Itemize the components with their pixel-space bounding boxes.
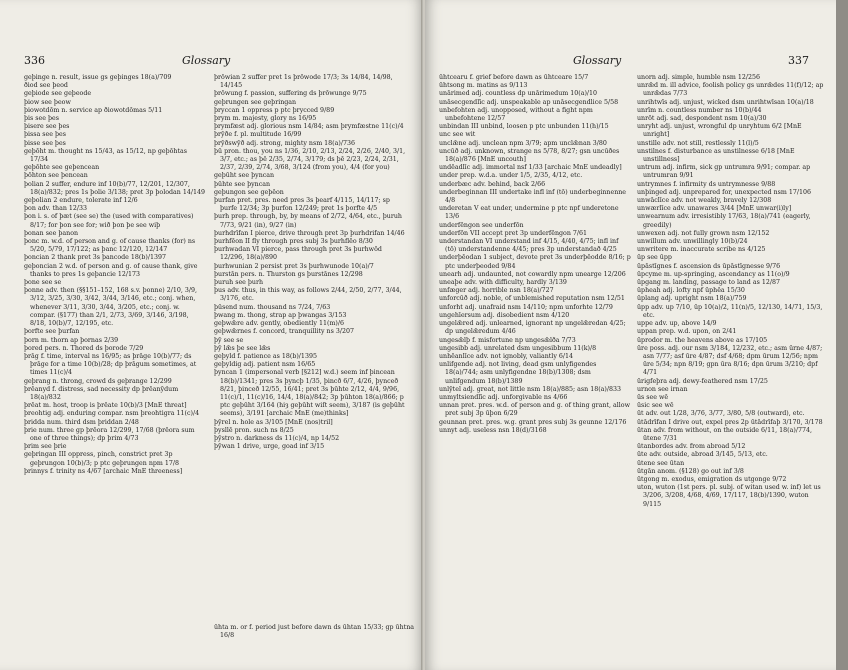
glossary-entry: unnyt adj. useless nsn 18(d)/3168 — [439, 426, 547, 434]
glossary-entry: geþinge n. result, issue gs geþinges 18(a)/709 — [24, 74, 172, 81]
glossary-entry: untrum adj. infirm, sick gp untrumra 9/91; compar. ap untrumran 9/91 — [637, 164, 811, 180]
glossary-entry: þisse see þes — [24, 139, 66, 147]
glossary-entry: unrīm n. countless number ns 10(b)/44 — [637, 106, 762, 114]
glossary-entry: unstille adv. not still, restlessly 11(l)/5 — [637, 139, 759, 147]
glossary-entry: ūtādrīfan I drive out, expel pres 2p ūtādrīfaþ 3/170, 3/178 — [637, 418, 823, 426]
glossary-entry: ūpheah adj. lofty npf ūphēa 15/30 — [637, 287, 745, 295]
glossary-entry: þurhfēon II fly through pres subj 3s þurhflēo 8/30 — [214, 238, 373, 246]
glossary-column — [637, 74, 827, 509]
glossary-entry: geþungon see geþēon — [214, 188, 284, 196]
glossary-entry: unforht adj. unafraid nsm 14/110; npm unforhte 12/79 — [439, 303, 613, 311]
glossary-entry: ūtgān anom. (§128) go out inf 3/8 — [637, 467, 744, 475]
glossary-entry: geþyldig adj. patient nsm 16/65 — [214, 361, 316, 369]
glossary-entry: unrihtwīs adj. unjust, wicked dsm unrihtwīsan 10(a)/18 — [637, 98, 814, 106]
glossary-entry: þis see þes — [24, 115, 59, 123]
glossary-entry: ūre poss. adj. our nsm 3/184, 12/232, etc.; asm ūrne 4/87; asn 7/77; asf ūre 4/87; dsf 4/68; dpm ūrum 12/56; npm ūre 5/34; npn 8/19; gpn ūra 8/16; dpn ūrum 3/210; dpf 4/71 — [637, 344, 823, 377]
glossary-entry: ūtgong m. exodus, emigration ds utgonge 9/72 — [637, 475, 787, 483]
glossary-entry: þysllē pron. such ns 8/25 — [214, 426, 294, 434]
glossary-entry: geþiode see geþeode — [24, 90, 92, 98]
glossary-entry: uppe adv. up, above 14/9 — [637, 320, 717, 328]
glossary-entry: ūt adv. out 1/28, 3/76, 3/77, 3/80, 5/8 (outward), etc. — [637, 410, 805, 418]
glossary-entry: uneaþe adv. with difficulty, hardly 3/139 — [439, 279, 567, 287]
glossary-entry: þurhdrīfan I pierce, drive through pret 3p þurhdrifan 14/46 — [214, 229, 405, 237]
glossary-entry: þrāg f. time, interval ns 16/95; as þrāge 10(b)/77; ds þrāge for a time 10(b)/28; dp þrāgum sometimes, at times 11(c)/4 — [24, 352, 197, 377]
glossary-entry: ūtan adv. from without, on the outside 6/11, 18(a)/774, ūtene 7/31 — [637, 426, 812, 442]
glossary-entry: unþinged adj. unprepared for, unexpected nsm 17/106 — [637, 188, 811, 196]
glossary-entry: þyncan 1 (impersonal verb [§212] w.d.) seem inf þincean 18(b)/1341; pres 3s þyncþ 1/35, þincð 6/7, 4/26, þynceð 8/21, þinceð 12/55, 16/41; pret 3s þūhte 2/12, 4/4, 9/96, 11(c)/1, 11(c)/16, 14/4, 18(a)/842; 3p þūhton 18(a)/866; p ptc geþūht 3/164 (hiȝ geþūht wiſt seem), 3/187 (is geþūht seems), 3/191 [archaic MnE (me)thinks] — [214, 369, 405, 418]
glossary-entry: þrēanyd f. distress, sad necessity dp þrēanȳdum 18(a)/832 — [24, 385, 179, 401]
glossary-entry: þrōwung f. passion, suffering ds þrōwunge 9/75 — [214, 90, 367, 98]
glossary-entry: underfōn VII accept pret 3p underfēngon 7/61 — [439, 229, 588, 237]
glossary-entry: þonne adv. then (§§151–152, 168 s.v. þonne) 2/10, 3/9, 3/12, 3/25, 3/30, 3/42, 3/44, 3/146, etc.; conj. when, whenever 3/11, 3/30, 3/44, 3/205, etc.; conj. w. compar. (§177) than 2/1, 2/73, 3/69, 3/146, 3/198, 8/18, 10(b)/7, 12/195, etc. — [24, 287, 198, 328]
glossary-column — [24, 74, 206, 476]
glossary-entry: þrymfæst adj. glorious nsm 14/84; asm þrymfæstne 11(c)/4 — [214, 123, 404, 131]
glossary-entry: þurfan pret. pres. need pres 3s þearf 4/115, 14/117; sp þurfe 12/34; 3p þurfon 12/249; pret 1s þorfte 4/5 — [214, 197, 390, 213]
glossary-entry: ūtene see ūtan — [637, 459, 685, 467]
glossary-entry: þreohtig adj. enduring compar. nsm þreohtigra 11(c)/4 — [24, 410, 200, 418]
glossary-entry: underfēngon see underfōn — [439, 221, 524, 229]
running-head: Glossary — [573, 54, 622, 67]
glossary-entry: þrim see þrie — [24, 443, 67, 451]
glossary-entry: þolian 2 suffer, endure inf 10(b)/77, 12/201, 12/307, 18(a)/832; pres 1s þolie 3/138; pret 3p þolodan 14/149 — [24, 180, 205, 196]
glossary-entry: ūp see ūpp — [637, 254, 672, 262]
glossary-entry: þurhwunian 2 persist pret 3s þurhwunode 10(a)/7 — [214, 262, 374, 270]
glossary-entry: unrǣd m. ill advice, foolish policy gs unrǣdes 11(f)/12; ap unrǣdas 7/73 — [637, 82, 824, 98]
glossary-entry: geþoncian 2 w.d. of person and g. of cause thank, give thanks to pres 1s geþancie 12/173 — [24, 262, 198, 278]
glossary-entry: uton, wuton (1st pers. pl. subj. of witan used w. inf) let us 3/206, 3/208, 4/68, 4/69, 17/117, 18(b)/1390, wuton 9/115 — [637, 484, 821, 508]
glossary-entry: þōhton see þencean — [24, 172, 88, 180]
glossary-entry: þūhte see þyncan — [214, 180, 271, 188]
glossary-entry: þissa see þes — [24, 131, 66, 139]
glossary-entry: þorn m. thorn ap þornas 2/39 — [24, 336, 119, 344]
glossary-entry: unwāclīce adv. not weakly, bravely 12/308 — [637, 197, 772, 205]
glossary-entry: geþōht m. thought ns 15/43, as 15/12, np geþōhtas 17/34 — [24, 147, 188, 164]
glossary-entry: geunnan pret. pres. w.g. grant pres subj 3s geunne 12/176 — [439, 418, 627, 426]
glossary-entry: þwang m. thong, strap ap þwangas 3/153 — [214, 311, 347, 319]
glossary-entry: ūs see wē — [637, 393, 669, 401]
glossary-entry: þūsend num. thousand ns 7/24, 7/63 — [214, 303, 331, 311]
glossary-entry: unlifgende adj. not living, dead gsm unlyfigendes 18(a)/744; asm unlyfigendne 18(b)/1308; dsm unlifgendum 18(b)/1389 — [439, 361, 597, 385]
glossary-entry: ūpp adv. up 7/10, ūp 10(a)/2, 11(n)/5, 12/130, 14/71, 15/3, etc. — [637, 303, 823, 319]
glossary-entry: unārimed adj. countless dp unārimedum 10(a)/10 — [439, 90, 598, 98]
glossary-entry: geþōhte see geþencean — [24, 164, 100, 172]
left-page — [0, 0, 423, 670]
glossary-entry: geþwǣrnes f. concord, tranquillity ns 3/207 — [214, 328, 354, 336]
glossary-entry: þrȳðe f. pl. multitude 16/99 — [214, 131, 302, 139]
glossary-entry: unorn adj. simple, humble nsm 12/256 — [637, 74, 760, 81]
glossary-column — [439, 74, 631, 435]
glossary-entry: þȳ lǣs þe see lǣs — [214, 344, 271, 352]
glossary-entry: geþrang n. throng, crowd ds geþrange 12/299 — [24, 377, 172, 385]
glossary-entry: unwillum adv. unwillingly 10(b)/24 — [637, 238, 748, 246]
glossary-entry: þrēat m. host, troop is þrēate 10(b)/3 [MnE threat] — [24, 402, 187, 410]
glossary-entry: ūpāstīgnes f. ascension ds ūpāstīgnesse 9/76 — [637, 262, 781, 270]
glossary-entry: ungehīersum adj. disobedient nsm 4/120 — [439, 311, 570, 319]
glossary-entry: ðiod see þeod — [24, 82, 68, 90]
glossary-entry: þrōwian 2 suffer pret 1s þrōwode 17/3; 3s 14/84, 14/98, 14/145 — [214, 74, 393, 90]
glossary-entry: þurhwadan VI pierce, pass through pret 3s þurhwōd 12/296, 18(a)/890 — [214, 246, 382, 262]
glossary-entry: þrie num. three gp þrēora 12/299, 17/68 (þrēora sum one of three things); dp þrim 4/73 — [24, 426, 195, 442]
glossary-entry: ūhtsong m. matins as 9/113 — [439, 82, 528, 90]
glossary-entry: geþrungen see geþringan — [214, 98, 297, 106]
glossary-entry: understandan VI understand inf 4/15, 4/40, 4/75; infl inf (tō) understandenne 4/45; pres 3p understandað 4/25 — [439, 238, 619, 254]
running-head: Glossary — [182, 54, 231, 67]
glossary-entry: ūtanbordes adv. from abroad 5/12 — [637, 443, 746, 451]
glossary-entry: underþēodan 1 subject, devote pret 3s underþēodde 8/16; p ptc underþeoded 9/84 — [439, 254, 631, 270]
glossary-entry: unwærlīce adv. unawares 3/44 [MnE unwar(i)ly] — [637, 205, 792, 213]
glossary-entry: unnan pret. pres. w.d. of person and g. of thing grant, allow pret subj 3p ūþon 6/29 — [439, 402, 630, 418]
glossary-entry: unc see wit — [439, 131, 476, 139]
glossary-entry: þisere see þes — [24, 123, 70, 131]
glossary-entry: þon adv. than 12/33 — [24, 205, 88, 213]
glossary-column — [214, 74, 408, 451]
glossary-entry: þȳ see se — [214, 336, 244, 344]
glossary-entry: undēadlīc adj. immortal nsf 1/33 [archaic MnE undeadly] — [439, 164, 622, 172]
glossary-entry: þonc m. w.d. of person and g. of cause thanks (for) ns 5/20, 5/79, 17/122; as þanc 12/120, 12/147 — [24, 238, 196, 254]
glossary-entry: þiowotdōm n. service ap ðiowotdōmas 5/11 — [24, 106, 163, 114]
glossary-entry: unclǣne adj. unclean npm 3/79; apm unclǣnan 3/80 — [439, 139, 607, 147]
glossary-entry: uppan prep. w.d. upon, on 2/41 — [637, 328, 737, 336]
glossary-entry: ūpgang m. landing, passage to land as 12/87 — [637, 279, 780, 287]
glossary-entry: geþwǣre adv. gently, obediently 11(m)/6 — [214, 320, 345, 328]
glossary-entry: unearh adj. undaunted, not cowardly npm unearge 12/206 — [439, 270, 626, 278]
glossary-entry: þridda num. third dsm þriddan 2/48 — [24, 418, 139, 426]
glossary-entry: ūhtcearu f. grief before dawn as ūhtceare 15/7 — [439, 74, 589, 81]
glossary-entry: þurstān pers. n. Thurston gs þurstānes 12/298 — [214, 270, 363, 278]
glossary-entry: ūsic see wē — [637, 402, 674, 410]
glossary-entry: unbefohten adj. unopposed, without a fight npm unbefohtene 12/57 — [439, 106, 593, 123]
glossary-entry: þus adv. thus, in this way, as follows 2/44, 2/50, 2/77, 3/44, 3/176, etc. — [214, 287, 402, 303]
glossary-entry: unfæger adj. horrible nsn 18(a)/727 — [439, 287, 554, 295]
glossary-entry: untrymnes f. infirmity ds untrymnesse 9/88 — [637, 180, 776, 188]
glossary-entry: underetan V eat under, undermine p ptc npf underetone 13/6 — [439, 205, 619, 221]
glossary-entry: unforcūð adj. noble, of unblemished reputation nsm 12/51 — [439, 295, 625, 303]
glossary-entry: uncūð adj. unknown, strange ns 5/78, 8/27; gsn uncūðes 18(a)/876 [MnE uncouth] — [439, 147, 620, 164]
glossary-entry: þrȳðswȳð adj. strong, mighty nsm 18(a)/736 — [214, 139, 355, 147]
glossary-entry: þored pers. n. Thored ds þorode 7/29 — [24, 344, 144, 352]
glossary-entry: unwritere m. inaccurate scribe ns 4/125 — [637, 246, 766, 254]
glossary-entry: urnon see irnan — [637, 385, 688, 393]
glossary-entry: unrōt adj. sad, despondent nsm 10(a)/30 — [637, 115, 767, 123]
page-edge — [836, 0, 848, 670]
glossary-entry: þrinnys f. trinity ns 4/67 [archaic MnE threeness] — [24, 467, 183, 475]
glossary-entry: þryccan 1 oppress p ptc þrycced 9/89 — [214, 106, 335, 114]
right-page — [425, 0, 836, 670]
glossary-entry: þȳstro n. darkness ds 11(c)/4, np 14/52 — [214, 434, 340, 442]
glossary-entry: geþolian 2 endure, tolerate inf 12/6 — [24, 197, 138, 205]
glossary-entry: geþringan III oppress, pinch, constrict pret 3p geþrungon 10(b)/3; p ptc geþrungen npm 17/8 — [24, 451, 180, 467]
glossary-entry: ūte adv. outside, abroad 3/145, 5/13, etc. — [637, 451, 768, 459]
glossary-entry: þonan see þanon — [24, 229, 79, 237]
glossary-entry: unryht adj. unjust, wrongful dp unryhtum 6/2 [MnE unright] — [637, 123, 802, 139]
glossary-entry: underbeginnan III undertake infl inf (tō) underbeginnenne 4/8 — [439, 188, 627, 205]
glossary-entry: geþyld f. patience as 18(b)/1395 — [214, 352, 317, 360]
glossary-entry: þuruh see þurh — [214, 279, 264, 287]
glossary-entry: þrym m. majesty, glory ns 16/95 — [214, 115, 317, 123]
glossary-entry: ūprodor m. the heavens above as 17/105 — [637, 336, 768, 344]
glossary-entry: ūrigfeþra adj. dewy-feathered nsm 17/25 — [637, 377, 768, 385]
page-number: 337 — [788, 54, 809, 67]
page-number: 336 — [24, 54, 45, 67]
glossary-entry: ūplang adj. upright nsm 18(a)/759 — [637, 295, 747, 303]
glossary-entry: þone see se — [24, 279, 62, 287]
glossary-entry: þȳrel n. hole as 3/105 [MnE (nos)tril] — [214, 418, 333, 426]
glossary-entry: þū pron. thou, you ns 1/36, 2/10, 2/13, 2/24, 2/26, 2/40, 3/1, 3/7, etc.; as þē 2/35, 2/74, 3/179; ds þē 2/23, 2/24, 2/31, 2/37, 2/39, 2/74, 3/68, 3/124 (from you), 4/4 (for you) — [214, 147, 406, 172]
glossary-entry: ungesibb adj. unrelated dsm ungesibbum 11(k)/8 — [439, 344, 597, 352]
glossary-entry: geþūht see þyncan — [214, 172, 275, 180]
glossary-entry: unbindan III unbind, loosen p ptc unbunden 11(h)/15 — [439, 123, 609, 131]
glossary-entry: þorfte see þurfan — [24, 328, 80, 336]
glossary-entry: underbæc adv. behind, back 2/66 — [439, 180, 546, 188]
glossary-entry: unmyltsiendlīc adj. unforgivable ns 4/66 — [439, 393, 568, 401]
glossary-entry: þon i. s. of þæt (see se) the (used with comparatives) 8/17; for þon see for; wið þon þe see wiþ — [24, 213, 194, 229]
glossary-entry: þiow see þeow — [24, 98, 71, 106]
glossary-entry: ungesǣlþ f. misfortune np ungesǣlða 7/73 — [439, 336, 576, 344]
glossary-entry: unhēanlīce adv. not ignobly, valiantly 6/14 — [439, 352, 574, 360]
glossary-entry: under prep. w.d.a. under 1/5, 2/35, 4/12, etc. — [439, 172, 583, 180]
glossary-entry: þȳwan 1 drive, urge, goad inf 3/15 — [214, 443, 325, 451]
glossary-entry: unāsecgendlīc adj. unspeakable ap unāsecgendlice 5/58 — [439, 98, 619, 106]
glossary-entry: unwearnum adv. irresistibly 17/63, 18(a)/741 (eagerly, greedily) — [637, 213, 811, 229]
glossary-entry: ūpcyme m. up-springing, ascendancy as 11(o)/9 — [637, 270, 790, 278]
glossary-entry: ūhta m. or f. period just before dawn ds ūhtan 15/33; gp ūhtna 16/8 — [214, 624, 415, 640]
glossary-entry: ungelǣred adj. unlearned, ignorant np ungelǣredan 4/25; dp ungelǣredum 4/46 — [439, 320, 626, 336]
glossary-entry: unlȳtel adj. great, not little nsm 18(a)/885; asn 18(a)/833 — [439, 385, 622, 393]
glossary-entry: þoncian 2 thank pret 3s þancode 18(b)/1397 — [24, 254, 167, 262]
glossary-entry: unstilnes f. disturbance as unstilnesse 6/18 [MnE unstillness] — [637, 147, 795, 164]
glossary-entry: unwexen adj. not fully grown nsm 12/152 — [637, 229, 770, 237]
glossary-entry: þurh prep. through, by, by means of 2/72, 4/64, etc., þuruh 7/73, 9/21 (in), 9/27 (in) — [214, 213, 402, 229]
